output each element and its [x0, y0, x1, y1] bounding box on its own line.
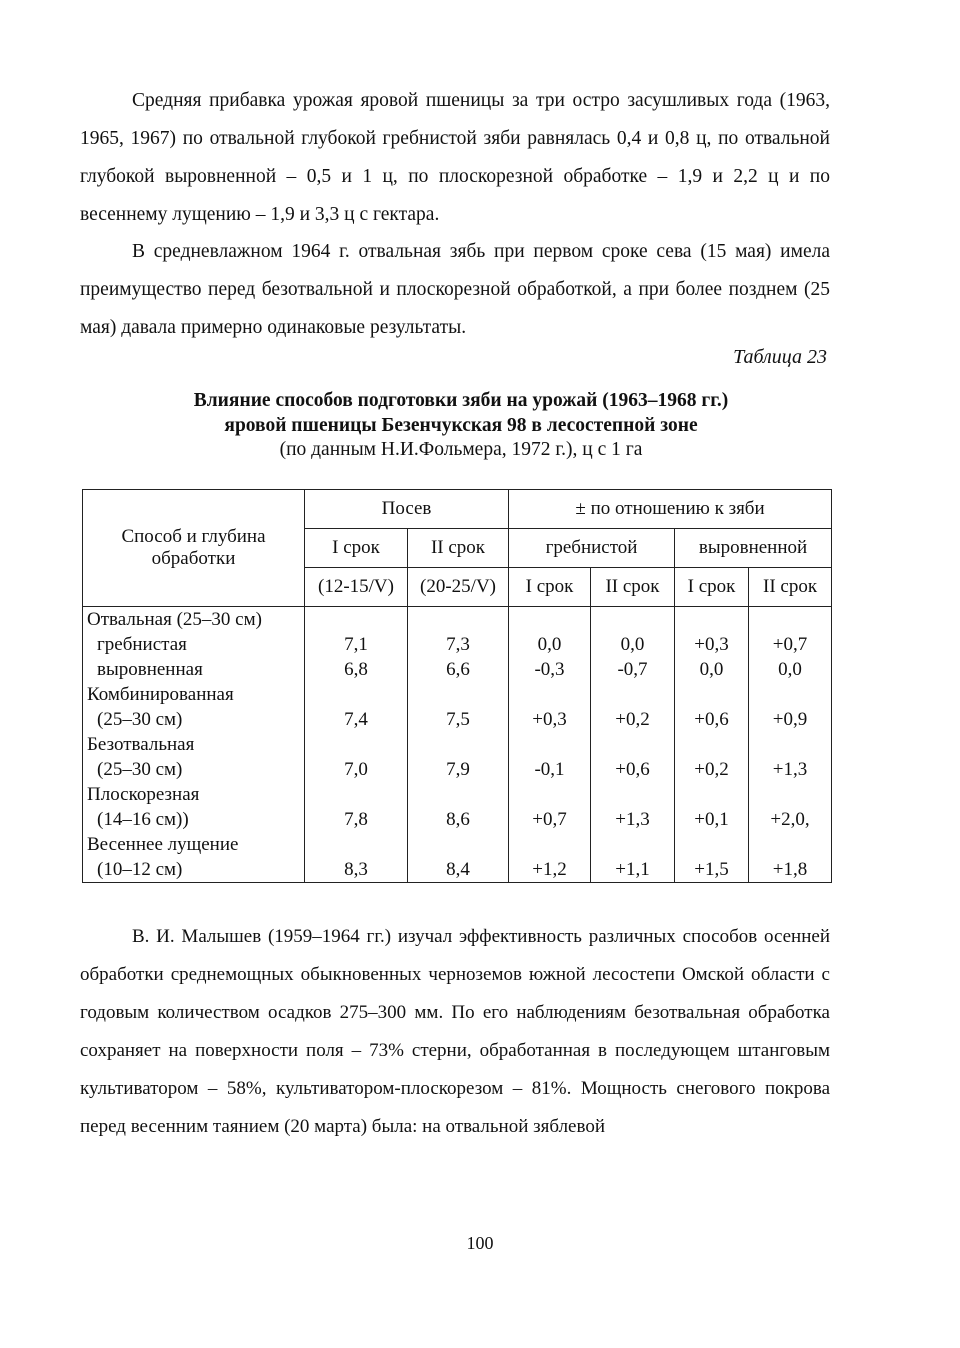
row-value — [305, 682, 408, 707]
table-title-line-1: Влияние способов подготовки зяби на урожай (1963–1968 гг.) — [193, 390, 729, 411]
page-number: 100 — [466, 1233, 494, 1253]
row-value: +0,3 — [509, 707, 591, 732]
table-row — [83, 857, 832, 883]
header-date-2: (20-25/V) — [408, 568, 509, 607]
row-label: гребнистая — [83, 632, 305, 657]
header-relative: ± по отношению к зяби — [509, 490, 832, 529]
row-value: +0,3 — [675, 632, 749, 657]
row-value — [749, 782, 832, 807]
table-row — [83, 832, 832, 857]
row-value — [675, 732, 749, 757]
table-row — [83, 782, 832, 807]
row-value: 7,5 — [408, 707, 509, 732]
row-value — [749, 832, 832, 857]
row-value: +0,7 — [749, 632, 832, 657]
row-value — [408, 607, 509, 633]
row-value — [509, 782, 591, 807]
row-value: -0,3 — [509, 657, 591, 682]
row-value — [305, 832, 408, 857]
row-value: 0,0 — [675, 657, 749, 682]
row-value — [675, 782, 749, 807]
row-value: 6,6 — [408, 657, 509, 682]
row-value — [675, 607, 749, 633]
row-value: 7,1 — [305, 632, 408, 657]
row-label: Плоскорезная — [83, 782, 305, 807]
row-value: +0,6 — [675, 707, 749, 732]
table-row — [83, 757, 832, 782]
table-title-line-2: яровой пшеницы Безенчукская 98 в лесостепной зоне — [224, 415, 698, 436]
paragraph-3: В. И. Малышев (1959–1964 гг.) изучал эффективность различных способов осенней обработки среднемощных обыкновенных черноземов южной лесостепи Омской области с годовым количеством осадков 275–300 мм. По его наблюдениям безотвальная обработка сохраняет на поверхности поля – 73% стерни, обработанная в последующем штанговым культиватором – 58%, культиватором-плоскорезом – 81%. Мощность снегового покрова перед весенним таянием (20 марта) была: на отвальной зяблевой — [80, 926, 830, 1137]
row-value — [305, 782, 408, 807]
row-value — [305, 732, 408, 757]
row-value — [408, 732, 509, 757]
table-title — [80, 388, 842, 438]
table-row — [83, 682, 832, 707]
row-value: +1,3 — [749, 757, 832, 782]
row-value: 7,9 — [408, 757, 509, 782]
header-sub-2: II срок — [591, 568, 675, 607]
table-row — [83, 607, 832, 633]
table-row — [83, 657, 832, 682]
row-label: Отвальная (25–30 см) — [83, 607, 305, 633]
row-value — [408, 782, 509, 807]
row-value: -0,1 — [509, 757, 591, 782]
row-value: +1,2 — [509, 857, 591, 883]
header-ridged: гребнистой — [509, 529, 675, 568]
row-value: +0,1 — [675, 807, 749, 832]
row-value: +1,3 — [591, 807, 675, 832]
header-sub-1: I срок — [509, 568, 591, 607]
table-row — [83, 732, 832, 757]
paragraph-1: Средняя прибавка урожая яровой пшеницы за три остро засушливых года (1963, 1965, 1967) по отвальной глубокой гребнистой зяби равнялась 0,4 и 0,8 ц, по отвальной глубокой выровненной – 0,5 и 1 ц, по плоскорезной обработке – 1,9 и 2,2 ц и по весеннему лущению – 1,9 и 3,3 ц с гектара. — [80, 90, 830, 225]
row-label: выровненная — [83, 657, 305, 682]
header-term-1: I срок — [305, 529, 408, 568]
header-date-1: (12-15/V) — [305, 568, 408, 607]
row-value: 0,0 — [749, 657, 832, 682]
header-sub-3: I срок — [675, 568, 749, 607]
row-value: +0,9 — [749, 707, 832, 732]
row-value: 7,0 — [305, 757, 408, 782]
row-value — [591, 607, 675, 633]
row-label: (10–12 см) — [83, 857, 305, 883]
row-value: 7,8 — [305, 807, 408, 832]
row-value: +1,8 — [749, 857, 832, 883]
row-label: (25–30 см) — [83, 707, 305, 732]
table-row — [83, 632, 832, 657]
header-sowing: Посев — [305, 490, 509, 529]
row-value — [675, 682, 749, 707]
row-label: Комбинированная — [83, 682, 305, 707]
row-value: +0,2 — [591, 707, 675, 732]
row-value — [591, 782, 675, 807]
row-value — [749, 607, 832, 633]
row-value: 8,3 — [305, 857, 408, 883]
row-value: +1,1 — [591, 857, 675, 883]
row-value: +2,0, — [749, 807, 832, 832]
header-leveled: выровненной — [675, 529, 832, 568]
row-value: 8,4 — [408, 857, 509, 883]
row-value — [509, 607, 591, 633]
table-label: Таблица 23 — [733, 346, 827, 368]
row-value — [675, 832, 749, 857]
row-value: 8,6 — [408, 807, 509, 832]
row-value: +0,6 — [591, 757, 675, 782]
table-body — [83, 607, 832, 883]
row-value: 6,8 — [305, 657, 408, 682]
row-value: +0,2 — [675, 757, 749, 782]
table-row — [83, 707, 832, 732]
row-value — [591, 832, 675, 857]
table-source: (по данным Н.И.Фольмера, 1972 г.), ц с 1 га — [279, 439, 643, 460]
yield-table — [82, 489, 832, 883]
paragraph-2: В средневлажном 1964 г. отвальная зябь при первом сроке сева (15 мая) имела преимущество перед безотвальной и плоскорезной обработкой, а при более позднем (25 мая) давала примерно одинаковые результаты. — [80, 241, 830, 338]
table-row — [83, 807, 832, 832]
row-value: 7,3 — [408, 632, 509, 657]
header-term-2: II срок — [408, 529, 509, 568]
row-value: 0,0 — [509, 632, 591, 657]
header-sub-4: II срок — [749, 568, 832, 607]
row-value — [509, 682, 591, 707]
row-label: Весеннее лущение — [83, 832, 305, 857]
row-value — [591, 732, 675, 757]
row-value — [509, 832, 591, 857]
row-value — [305, 607, 408, 633]
row-value: 7,4 — [305, 707, 408, 732]
row-value — [749, 682, 832, 707]
row-label: (14–16 см)) — [83, 807, 305, 832]
row-label: (25–30 см) — [83, 757, 305, 782]
row-value: +1,5 — [675, 857, 749, 883]
row-value — [591, 682, 675, 707]
row-label: Безотвальная — [83, 732, 305, 757]
row-value — [749, 732, 832, 757]
row-value: +0,7 — [509, 807, 591, 832]
row-value — [408, 832, 509, 857]
row-value: -0,7 — [591, 657, 675, 682]
header-method: Способ и глубина обработки — [83, 490, 305, 607]
row-value — [408, 682, 509, 707]
row-value: 0,0 — [591, 632, 675, 657]
row-value — [509, 732, 591, 757]
